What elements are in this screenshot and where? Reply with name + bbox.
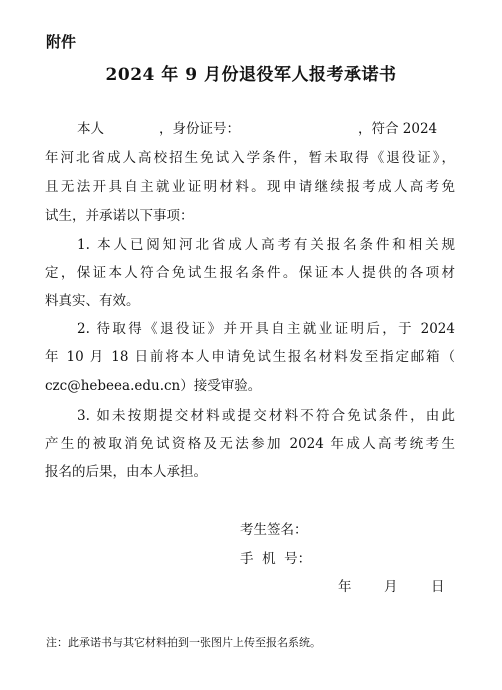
intro-line-1-tail: ，符合 2024 <box>358 121 438 137</box>
intro-line-3: 且无法开具自主就业证明材料。现申请继续报考成人高考免 <box>45 179 455 195</box>
footnote: 注：此承诺书与其它材料拍到一张图片上传至报名系统。 <box>46 636 321 649</box>
item-1-line-2: 定，保证本人符合免试生报名条件。保证本人提供的各项材 <box>45 265 455 281</box>
item-3-line-3: 报名的后果，由本人承担。 <box>45 464 207 480</box>
date-month-label: 月 <box>384 579 398 595</box>
item-3-line-2: 产生的被取消免试资格及无法参加 2024 年成人高考统考生 <box>45 436 455 452</box>
item-2-line-1: 2. 待取得《退役证》并开具自主就业证明后，于 2024 <box>77 321 455 337</box>
item-2-line-3: czc@hebeea.edu.cn）接受审验。 <box>45 378 262 394</box>
date-year-label: 年 <box>338 579 352 595</box>
item-1-line-1: 1. 本人已阅知河北省成人高考有关报名条件和相关规 <box>77 237 455 253</box>
intro-line-1 <box>77 120 455 138</box>
intro-line-4: 试生，并承诺以下事项： <box>45 208 194 224</box>
item-3-line-1: 3. 如未按期提交材料或提交材料不符合免试条件，由此 <box>77 408 455 424</box>
document-title: 2024 年 9 月份退役军人报考承诺书 <box>105 65 397 85</box>
attachment-label: 附件 <box>46 33 77 51</box>
signature-label: 考生签名： <box>240 522 308 538</box>
item-2-line-2: 年 10 月 18 日前将本人申请免试生报名材料发至指定邮箱（ <box>45 349 455 365</box>
intro-line-2: 年河北省成人高校招生免试入学条件，暂未取得《退役证》， <box>45 150 455 166</box>
self-label: 本人 <box>77 121 104 137</box>
date-day-label: 日 <box>431 579 445 595</box>
item-1-line-3: 料真实、有效。 <box>45 293 140 309</box>
phone-label-text: 手 机 号： <box>240 551 312 567</box>
phone-label <box>240 547 311 567</box>
id-label: ，身份证号： <box>159 121 240 137</box>
